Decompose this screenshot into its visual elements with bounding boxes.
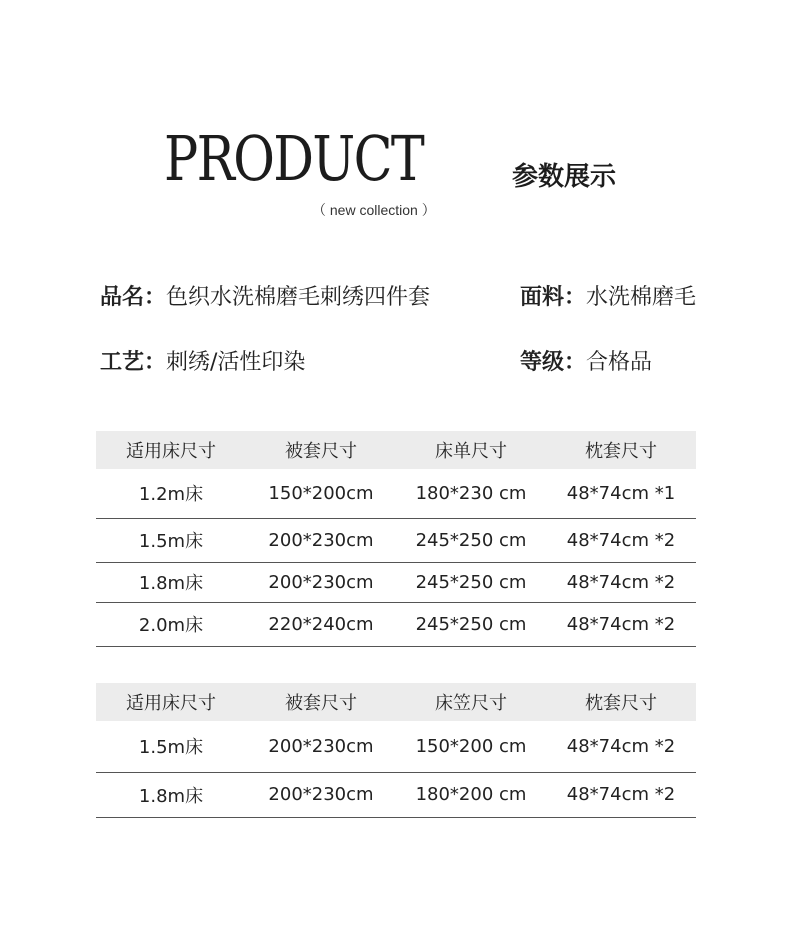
table-row <box>96 469 696 518</box>
table-cell: 48*74cm *2 <box>546 772 696 817</box>
table-cell: 1.5m床 <box>96 721 246 772</box>
size-table-1 <box>96 431 696 647</box>
table-cell: 180*200 cm <box>396 772 546 817</box>
spec-name <box>100 280 430 311</box>
table-cell: 150*200 cm <box>396 721 546 772</box>
table-cell: 150*200cm <box>246 469 396 518</box>
spec-grade <box>520 345 652 376</box>
table-cell: 48*74cm *2 <box>546 721 696 772</box>
table-header-row <box>96 683 696 721</box>
table-header-cell: 适用床尺寸 <box>96 683 246 721</box>
spec-name-value: 色织水洗棉磨毛刺绣四件套 <box>166 285 431 310</box>
spec-grade-value: 合格品 <box>586 350 653 375</box>
table-cell: 180*230 cm <box>396 469 546 518</box>
table-cell: 48*74cm *2 <box>546 518 696 562</box>
collection-subtitle: （ new collection ） <box>312 202 436 218</box>
product-logo: PRODUCT <box>164 122 424 195</box>
spec-fabric-label: 面料： <box>520 285 587 310</box>
table-cell: 48*74cm *2 <box>546 562 696 602</box>
spec-craft-label: 工艺： <box>100 350 167 375</box>
table-row <box>96 772 696 817</box>
table-cell: 1.8m床 <box>96 772 246 817</box>
table-cell: 1.5m床 <box>96 518 246 562</box>
table-cell: 200*230cm <box>246 772 396 817</box>
spec-craft <box>100 345 305 376</box>
table-header-cell: 床单尺寸 <box>396 431 546 469</box>
spec-fabric-value: 水洗棉磨毛 <box>586 285 697 310</box>
table-header-cell: 枕套尺寸 <box>546 683 696 721</box>
table-header-cell: 被套尺寸 <box>246 683 396 721</box>
table-header-cell: 床笠尺寸 <box>396 683 546 721</box>
spec-fabric <box>520 280 696 311</box>
size-table-2 <box>96 683 696 818</box>
table-header-cell: 枕套尺寸 <box>546 431 696 469</box>
table-cell: 2.0m床 <box>96 602 246 646</box>
table-cell: 48*74cm *2 <box>546 602 696 646</box>
spec-craft-value: 刺绣/活性印染 <box>166 350 306 375</box>
table-cell: 200*230cm <box>246 721 396 772</box>
table-cell: 200*230cm <box>246 518 396 562</box>
table-cell: 200*230cm <box>246 562 396 602</box>
table-cell: 48*74cm *1 <box>546 469 696 518</box>
table-cell: 220*240cm <box>246 602 396 646</box>
table-header-row <box>96 431 696 469</box>
table-row <box>96 518 696 562</box>
params-title: 参数展示 <box>512 162 617 192</box>
table-header-cell: 适用床尺寸 <box>96 431 246 469</box>
table-row <box>96 721 696 772</box>
table-row <box>96 602 696 646</box>
table-header-cell: 被套尺寸 <box>246 431 396 469</box>
table-cell: 1.2m床 <box>96 469 246 518</box>
spec-grade-label: 等级： <box>520 350 587 375</box>
table-cell: 245*250 cm <box>396 518 546 562</box>
table-cell: 245*250 cm <box>396 562 546 602</box>
table-cell: 245*250 cm <box>396 602 546 646</box>
table-row <box>96 562 696 602</box>
spec-name-label: 品名： <box>100 285 167 310</box>
table-cell: 1.8m床 <box>96 562 246 602</box>
